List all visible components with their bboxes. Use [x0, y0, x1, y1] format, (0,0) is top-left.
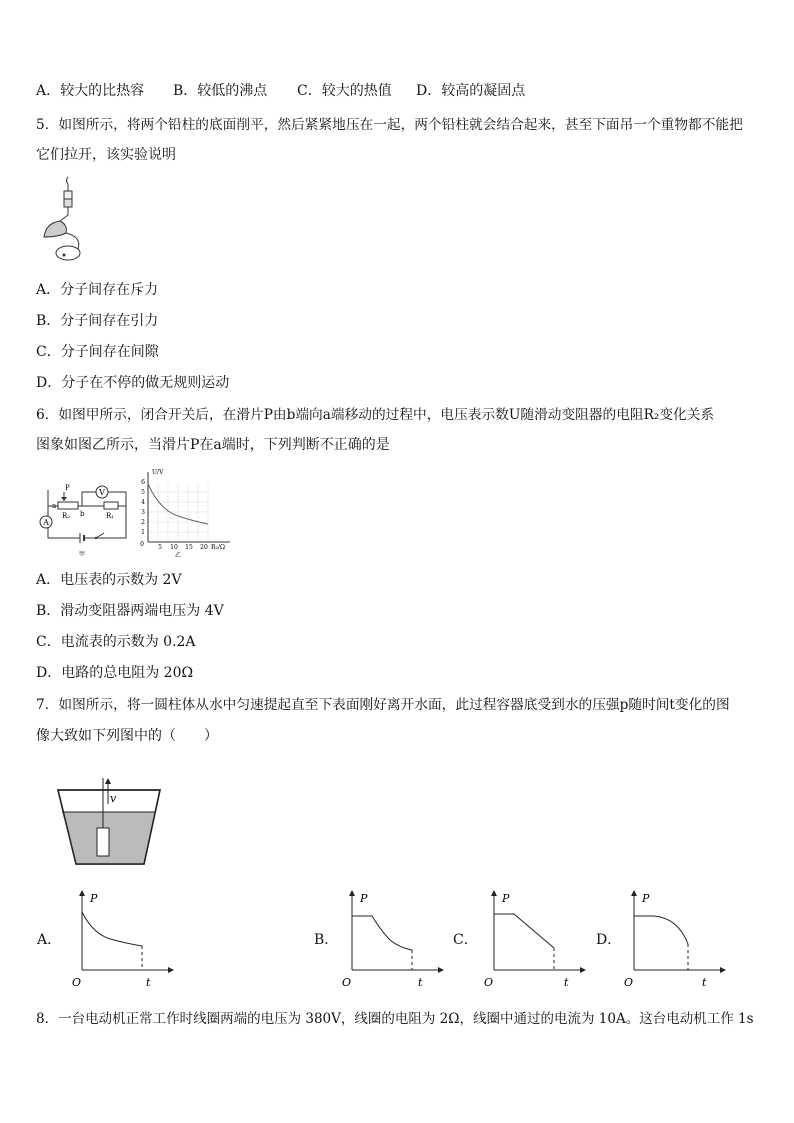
q6-stem-line1: 6．如图甲所示，闭合开关后，在滑片P由b端向a端移动的过程中，电压表示数U随滑动变阻器的电阻R₂变化关系 — [36, 407, 715, 423]
q6-option-c: C．电流表的示数为 0.2A — [36, 634, 196, 650]
q5-stem-line1: 5．如图所示，将两个铅柱的底面削平，然后紧紧地压在一起，两个铅柱就会结合起来，甚至下面吊一个重物都不能把 — [36, 117, 743, 133]
q5-option-a: A．分子间存在斥力 — [36, 282, 159, 298]
q5-option-b: B．分子间存在引力 — [36, 313, 159, 329]
lead-cylinder-figure — [38, 175, 88, 267]
voltmeter-label: V — [99, 488, 105, 497]
q7-b-y-label: P — [360, 892, 368, 905]
graph-y-tick: 4 — [141, 499, 145, 506]
q7-c-y-label: P — [502, 892, 510, 905]
figure-caption-jia: 甲 — [78, 551, 86, 558]
resistor-r1 — [104, 502, 118, 509]
cylinder — [97, 828, 109, 856]
q7-choice-a-graph — [64, 886, 174, 990]
resistor-label: R₁ — [106, 512, 115, 520]
graph-origin: 0 — [140, 541, 144, 548]
graph-y-tick: 2 — [141, 519, 145, 526]
q7-choice-c-graph — [476, 886, 586, 990]
q7-a-x-label: t — [146, 976, 151, 989]
q5-option-d: D．分子在不停的做无规则运动 — [36, 375, 230, 391]
voltage-resistance-graph — [138, 466, 240, 558]
q5-stem-line2: 它们拉开，该实验说明 — [36, 147, 176, 163]
velocity-label: v — [110, 792, 117, 805]
slider-label: P — [65, 484, 70, 492]
q6-option-d: D．电路的总电阻为 20Ω — [36, 665, 194, 681]
graph-y-tick: 1 — [141, 529, 145, 536]
graph-x-tick: 20 — [200, 544, 208, 551]
graph-y-tick: 3 — [141, 509, 145, 516]
q7-choice-b-graph — [334, 886, 444, 990]
q7-c-origin: O — [484, 976, 494, 989]
q7-choice-a-letter: A． — [37, 932, 62, 948]
q7-choice-b-letter: B． — [314, 932, 339, 948]
rheostat-label: R₂ — [62, 512, 71, 520]
q7-c-x-label: t — [564, 976, 569, 989]
q4-option-d: D．较高的凝固点 — [416, 83, 526, 99]
q7-a-y-label: P — [90, 892, 98, 905]
end-a-label: a — [52, 502, 57, 510]
q5-option-c: C．分子间存在间隙 — [36, 344, 159, 360]
q7-d-y-label: P — [642, 892, 650, 905]
graph-y-tick: 6 — [141, 479, 145, 486]
q7-b-x-label: t — [418, 976, 423, 989]
q6-option-b: B．滑动变阻器两端电压为 4V — [36, 603, 224, 619]
end-b-label: b — [80, 510, 85, 518]
figure-caption-yi: 乙 — [174, 552, 182, 559]
q7-choice-d-letter: D． — [596, 932, 622, 948]
graph-x-tick: 5 — [158, 544, 162, 551]
q7-b-origin: O — [342, 976, 352, 989]
q7-d-x-label: t — [702, 976, 707, 989]
graph-x-tick: 10 — [170, 544, 178, 551]
graph-x-tick: 15 — [185, 544, 193, 551]
q6-stem-line2: 图象如图乙所示，当滑片P在a端时，下列判断不正确的是 — [36, 437, 390, 453]
q7-d-origin: O — [624, 976, 634, 989]
q7-choice-d-graph — [616, 886, 726, 990]
q7-stem-line1: 7．如图所示，将一圆柱体从水中匀速提起直至下表面刚好离开水面，此过程容器底受到水的压强p随时间t变化的图 — [36, 697, 730, 713]
graph-y-axis-label: U/V — [152, 469, 164, 476]
q8-stem-line1: 8．一台电动机正常工作时线圈两端的电压为 380V，线圈的电阻为 2Ω，线圈中通过的电流为 10A。这台电动机工作 1s — [36, 1011, 754, 1027]
container-cylinder-figure — [52, 776, 164, 868]
ammeter-label: A — [43, 518, 49, 527]
rheostat-r2 — [58, 502, 78, 509]
q7-choice-c-letter: C． — [453, 932, 478, 948]
circuit-diagram — [38, 476, 132, 560]
q4-option-a: A．较大的比热容 — [36, 83, 145, 99]
graph-x-axis-label: R₂/Ω — [211, 544, 225, 551]
q6-option-a: A．电压表的示数为 2V — [36, 572, 182, 588]
graph-y-tick: 5 — [141, 489, 145, 496]
q7-stem-line2: 像大致如下列图中的（ ） — [36, 728, 218, 744]
q4-option-b: B．较低的沸点 — [173, 83, 268, 99]
q7-a-origin: O — [72, 976, 82, 989]
q4-option-c: C．较大的热值 — [297, 83, 392, 99]
